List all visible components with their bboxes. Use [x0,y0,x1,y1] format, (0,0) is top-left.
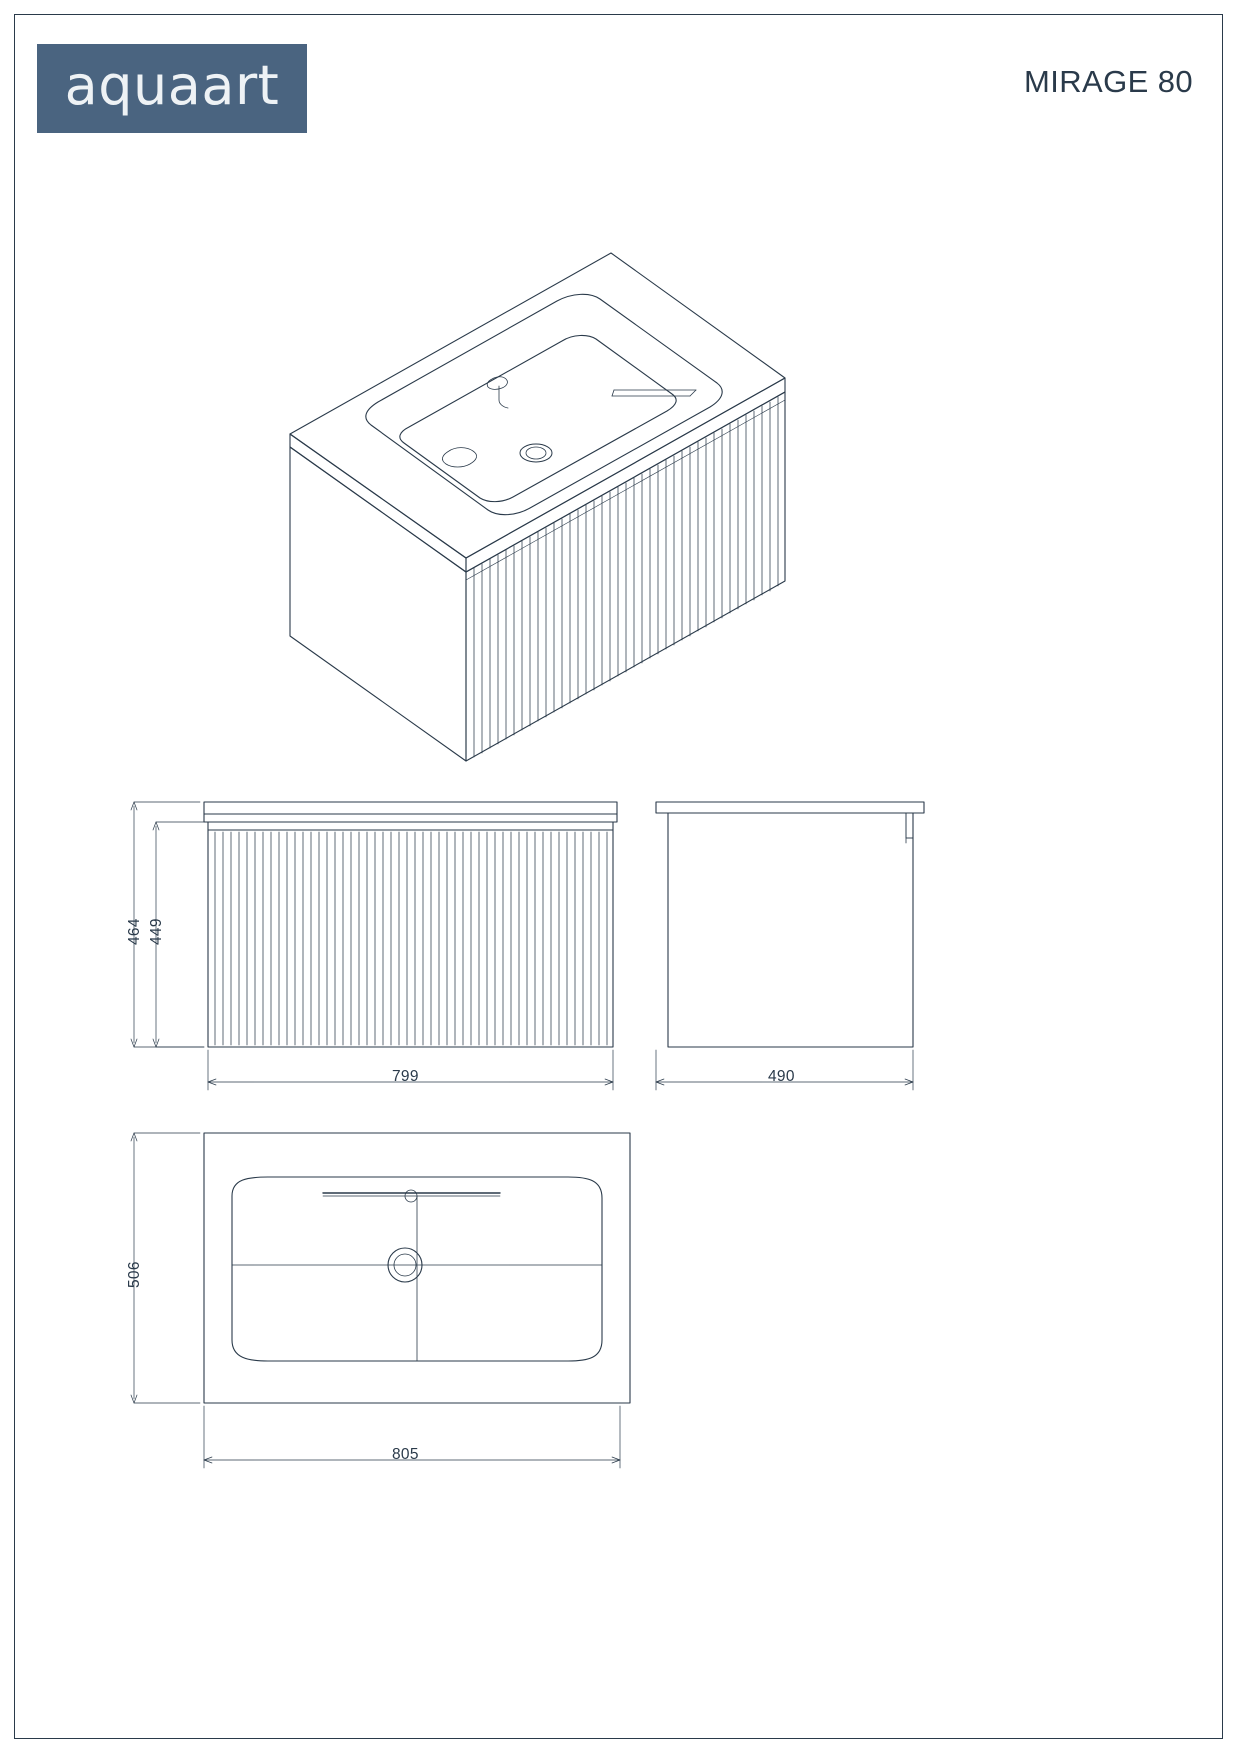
side-elevation [656,802,924,1090]
isometric-view [290,253,785,761]
dim-label-front-width: 799 [392,1068,419,1085]
page-title: MIRAGE 80 [1024,64,1193,99]
dim-label-side-depth: 490 [768,1068,795,1085]
front-elevation [131,802,617,1090]
dim-label-front-height-inner: 449 [148,918,165,945]
top-view [131,1133,630,1468]
brand-logo-text: aquaart [64,53,280,117]
dim-label-front-height-outer: 464 [126,918,143,945]
dim-label-top-depth: 506 [126,1261,143,1288]
dim-label-top-width: 805 [392,1446,419,1463]
